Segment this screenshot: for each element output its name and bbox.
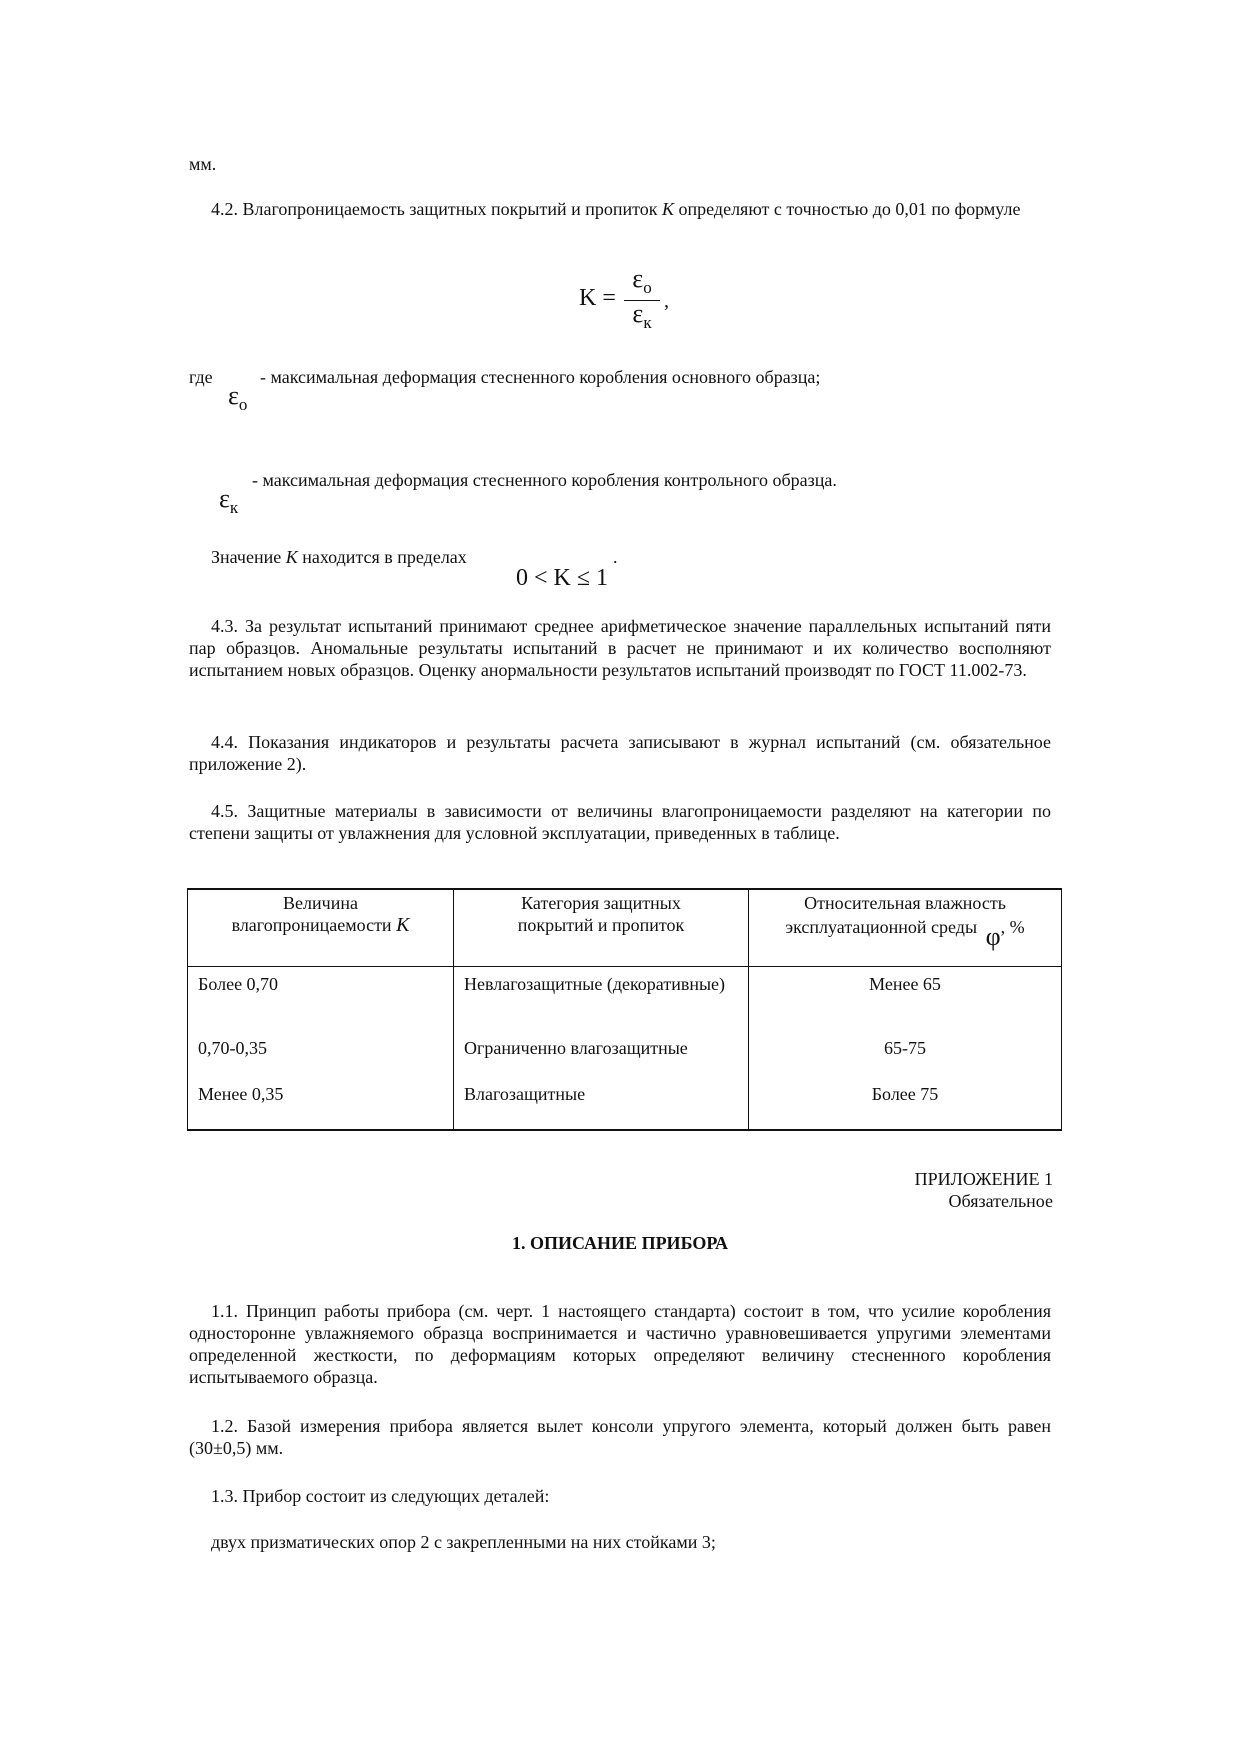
clause-text: Влагопроницаемость защитных покрытий и пропиток (242, 199, 658, 219)
table-header-row (188, 889, 1062, 967)
definition-eps-o: - максимальная деформация стесненного коробления основного образца; (260, 367, 821, 387)
paragraph-4-5: 4.5. Защитные материалы в зависимости от величины влагопроницаемости разделяют на категории по степени защиты от увлажнения для условной эксплуатации, приведенных в таблице. (189, 801, 1051, 843)
paragraph-4-4: 4.4. Показания индикаторов и результаты расчета записывают в журнал испытаний (см. обязательное приложение 2). (189, 732, 1051, 774)
header-line: покрытий и пропиток (517, 915, 685, 935)
unit: , % (1000, 917, 1025, 937)
header-line (198, 914, 443, 936)
subscript: к (229, 498, 239, 517)
cell-k: Менее 0,35 (188, 1083, 454, 1130)
section-heading: 1. ОПИСАНИЕ ПРИБОРА (511, 1233, 729, 1253)
cell-category: Влагозащитные (454, 1083, 749, 1130)
range-sentence (211, 546, 467, 568)
paragraph-1-3-item: двух призматических опор 2 с закрепленными на них стойками 3; (211, 1532, 716, 1552)
epsilon-k-symbol (219, 484, 239, 517)
header-line (759, 914, 1051, 951)
cell-humidity: 65-75 (749, 1037, 1062, 1083)
page-fragment-top: мм. (189, 154, 217, 174)
appendix-label: ПРИЛОЖЕНИЕ 1 (914, 1169, 1053, 1189)
formula-lhs: K = (579, 285, 616, 311)
cell-humidity: Более 75 (749, 1083, 1062, 1130)
paragraph-1-1: 1.1. Принцип работы прибора (см. черт. 1 настоящего стандарта) состоит в том, что усилие коробления односторонне увлажняемого образца воспринимается и частично уравновешивается упругими элементами определенной жесткости, по деформациям которых определяют величину стесненного коробления испытываемого образца. (189, 1301, 1051, 1387)
header-cell-category (454, 889, 749, 967)
subscript: о (238, 395, 248, 414)
definition-eps-k: - максимальная деформация стесненного коробления контрольного образца. (252, 470, 837, 490)
formula-numerator (624, 264, 660, 300)
paragraph-4-2 (189, 198, 1051, 220)
clause-number: 4.2. (211, 199, 238, 219)
paragraph-1-3: 1.3. Прибор состоит из следующих деталей: (211, 1486, 550, 1506)
header-cell-humidity (749, 889, 1062, 967)
appendix-status: Обязательное (948, 1191, 1053, 1211)
range-text: Значение (211, 547, 282, 567)
cell-humidity: Менее 65 (749, 967, 1062, 1038)
cell-k: Более 0,70 (188, 967, 454, 1038)
phi-symbol: φ (985, 922, 1001, 951)
formula-k (579, 284, 616, 312)
header-cell-k (188, 889, 454, 967)
cell-k: 0,70-0,35 (188, 1037, 454, 1083)
formula-trailing: , (664, 290, 669, 312)
header-line: Относительная влажность (804, 893, 1006, 913)
table-row (188, 1083, 1062, 1130)
subscript: о (643, 278, 652, 297)
formula-denominator (624, 299, 660, 332)
clause-text: определяют с точностью до 0,01 по формуле (678, 199, 1021, 219)
epsilon-o-symbol (228, 381, 248, 414)
header-line: Величина (283, 893, 358, 913)
paragraph-1-2: 1.2. Базой измерения прибора является вылет консоли упругого элемента, который должен быть равен (30±0,5) мм. (189, 1416, 1051, 1458)
variable-k: K (285, 547, 298, 567)
variable-k: K (662, 199, 675, 219)
range-formula: 0 < K ≤ 1 (516, 565, 609, 591)
permeability-table (187, 888, 1062, 1131)
epsilon-symbol: ε (632, 299, 644, 328)
formula-fraction (624, 264, 660, 332)
header-line: Категория защитных (521, 893, 681, 913)
header-text: эксплуатационной среды (785, 917, 978, 937)
epsilon-symbol: ε (632, 264, 644, 293)
header-text: влагопроницаемости (231, 915, 392, 935)
variable-k: K (396, 914, 410, 936)
subscript: к (643, 313, 652, 332)
paragraph-4-3: 4.3. За результат испытаний принимают среднее арифметическое значение параллельных испытаний пяти пар образцов. Аномальные результаты испытаний в расчет не принимают и их количество восполняют испытанием новых образцов. Оценку анормальности результатов испытаний производят по ГОСТ 11.002-73. (189, 616, 1051, 680)
range-text: находится в пределах (302, 547, 467, 567)
table-row (188, 967, 1062, 1038)
cell-category: Невлагозащитные (декоративные) (454, 967, 749, 1038)
epsilon-symbol: ε (228, 381, 239, 410)
epsilon-symbol: ε (219, 484, 230, 513)
cell-category: Ограниченно влагозащитные (454, 1037, 749, 1083)
range-trailing: . (613, 547, 618, 567)
table-row (188, 1037, 1062, 1083)
where-word: где (189, 367, 213, 387)
